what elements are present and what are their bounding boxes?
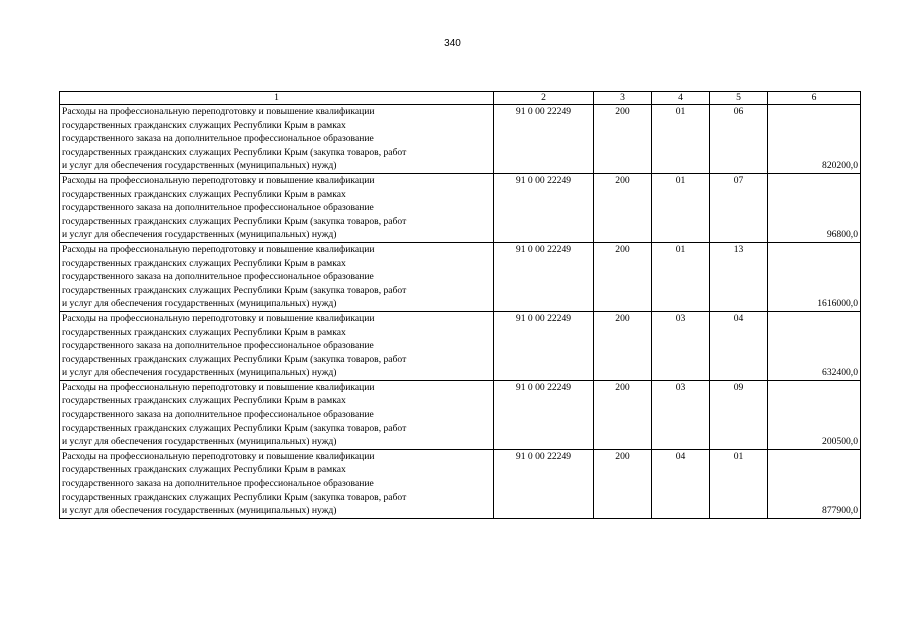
table-row — [60, 242, 861, 311]
column-header-3: 3 — [594, 92, 652, 105]
row-amount: 96800,0 — [768, 173, 861, 242]
row-description-cell — [60, 311, 494, 380]
row-description-cell — [60, 105, 494, 174]
table-row — [60, 449, 861, 518]
row-amount: 877900,0 — [768, 449, 861, 518]
table-row — [60, 105, 861, 174]
row-description: Расходы на профессиональную переподготовку и повышение квалификации государственных гражданских служащих Республики Крым в рамках государственного заказа на дополнительное профессиональное образование государственных гражданских служащих Республики Крым (закупка товаров, работ и услуг для обеспечения государственных (муниципальных) нужд) — [62, 174, 407, 241]
table-header-row — [60, 92, 861, 105]
row-target-code: 91 0 00 22249 — [494, 449, 594, 518]
row-description-cell — [60, 449, 494, 518]
row-target-code: 91 0 00 22249 — [494, 311, 594, 380]
row-description-cell — [60, 380, 494, 449]
row-description-cell — [60, 242, 494, 311]
row-expense-type: 200 — [594, 105, 652, 174]
budget-table — [59, 91, 861, 519]
row-section: 04 — [652, 449, 710, 518]
row-amount: 1616000,0 — [768, 242, 861, 311]
row-section: 03 — [652, 380, 710, 449]
column-header-5: 5 — [710, 92, 768, 105]
row-target-code: 91 0 00 22249 — [494, 380, 594, 449]
row-expense-type: 200 — [594, 242, 652, 311]
row-description-cell — [60, 173, 494, 242]
row-subsection: 04 — [710, 311, 768, 380]
row-section: 01 — [652, 173, 710, 242]
row-expense-type: 200 — [594, 311, 652, 380]
column-header-1: 1 — [60, 92, 494, 105]
row-description: Расходы на профессиональную переподготовку и повышение квалификации государственных гражданских служащих Республики Крым в рамках государственного заказа на дополнительное профессиональное образование государственных гражданских служащих Республики Крым (закупка товаров, работ и услуг для обеспечения государственных (муниципальных) нужд) — [62, 381, 407, 448]
row-section: 01 — [652, 242, 710, 311]
table-row — [60, 311, 861, 380]
row-subsection: 01 — [710, 449, 768, 518]
column-header-6: 6 — [768, 92, 861, 105]
row-amount: 632400,0 — [768, 311, 861, 380]
row-description: Расходы на профессиональную переподготовку и повышение квалификации государственных гражданских служащих Республики Крым в рамках государственного заказа на дополнительное профессиональное образование государственных гражданских служащих Республики Крым (закупка товаров, работ и услуг для обеспечения государственных (муниципальных) нужд) — [62, 106, 407, 172]
table-row — [60, 380, 861, 449]
row-subsection: 06 — [710, 105, 768, 174]
row-section: 01 — [652, 105, 710, 174]
table-row — [60, 173, 861, 242]
row-section: 03 — [652, 311, 710, 380]
row-expense-type: 200 — [594, 449, 652, 518]
row-amount: 200500,0 — [768, 380, 861, 449]
row-description: Расходы на профессиональную переподготовку и повышение квалификации государственных гражданских служащих Республики Крым в рамках государственного заказа на дополнительное профессиональное образование государственных гражданских служащих Республики Крым (закупка товаров, работ и услуг для обеспечения государственных (муниципальных) нужд) — [62, 243, 407, 310]
row-subsection: 13 — [710, 242, 768, 311]
row-target-code: 91 0 00 22249 — [494, 242, 594, 311]
row-description: Расходы на профессиональную переподготовку и повышение квалификации государственных гражданских служащих Республики Крым в рамках государственного заказа на дополнительное профессиональное образование государственных гражданских служащих Республики Крым (закупка товаров, работ и услуг для обеспечения государственных (муниципальных) нужд) — [62, 450, 407, 517]
page-number: 340 — [444, 38, 461, 49]
column-header-2: 2 — [494, 92, 594, 105]
row-amount: 820200,0 — [768, 105, 861, 174]
row-target-code: 91 0 00 22249 — [494, 105, 594, 174]
row-description: Расходы на профессиональную переподготовку и повышение квалификации государственных гражданских служащих Республики Крым в рамках государственного заказа на дополнительное профессиональное образование государственных гражданских служащих Республики Крым (закупка товаров, работ и услуг для обеспечения государственных (муниципальных) нужд) — [62, 312, 407, 379]
row-expense-type: 200 — [594, 380, 652, 449]
column-header-4: 4 — [652, 92, 710, 105]
row-subsection: 09 — [710, 380, 768, 449]
row-target-code: 91 0 00 22249 — [494, 173, 594, 242]
row-subsection: 07 — [710, 173, 768, 242]
row-expense-type: 200 — [594, 173, 652, 242]
